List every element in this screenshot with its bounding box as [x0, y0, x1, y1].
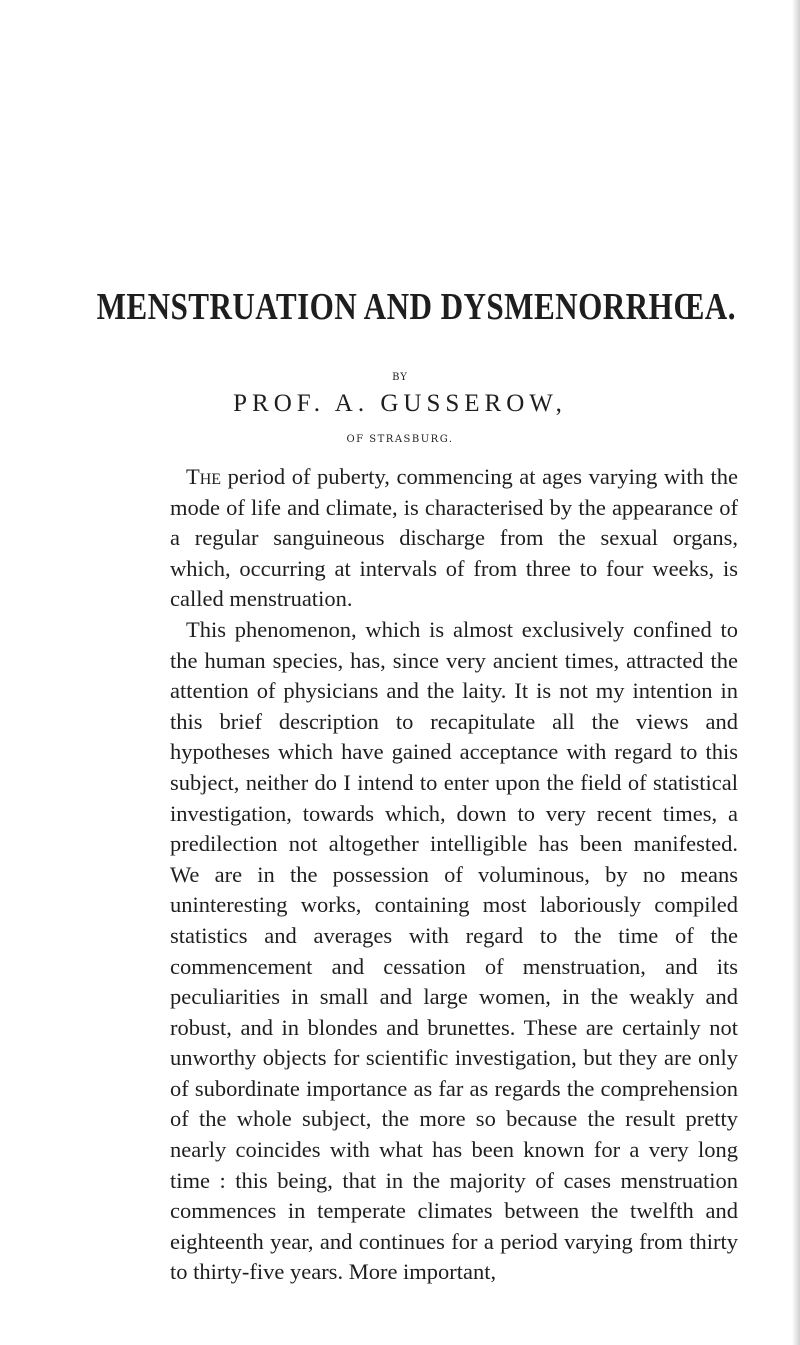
paragraph-1-text: period of puberty, commencing at ages varying with the mode of life and climate, is characterised by the appearance of a regular sanguineous discharge from the sexual organs, which, occurring at intervals of from three to four weeks, is called menstruation.	[170, 464, 738, 612]
paragraph-1	[170, 462, 738, 615]
body-text	[170, 462, 738, 1288]
chapter-title: MENSTRUATION AND DYSMENORRHŒA.	[96, 286, 736, 328]
paragraph-2: This phenomenon, which is almost exclusively confined to the human species, has, since very ancient times, attracted the attention of physicians and the laity. It is not my intention in this brief description to recapitulate all the views and hypotheses which have gained acceptance with regard to this subject, neither do I intend to enter upon the field of statistical investigation, towards which, down to very recent times, a predilection not altogether intelligible has been manifested. We are in the possession of voluminous, by no means uninteresting works, containing most laboriously compiled statistics and averages with regard to the time of the commencement and cessation of menstruation, and its peculiarities in small and large women, in the weakly and robust, and in blondes and brunettes. These are certainly not unworthy objects for scientific investigation, but they are only of subordinate importance as far as regards the comprehension of the whole subject, the more so because the result pretty nearly coincides with what has been known for a very long time : this being, that in the majority of cases menstruation commences in temperate climates between the twelfth and eighteenth year, and continues for a period varying from thirty to thirty-five years. More important,	[170, 616, 738, 1285]
opening-word: The	[186, 464, 222, 489]
page-edge-shadow	[792, 0, 800, 1345]
author-name: PROF. A. GUSSEROW,	[233, 390, 567, 417]
byline-by: BY	[392, 372, 408, 383]
author-affiliation: OF STRASBURG.	[346, 434, 454, 445]
